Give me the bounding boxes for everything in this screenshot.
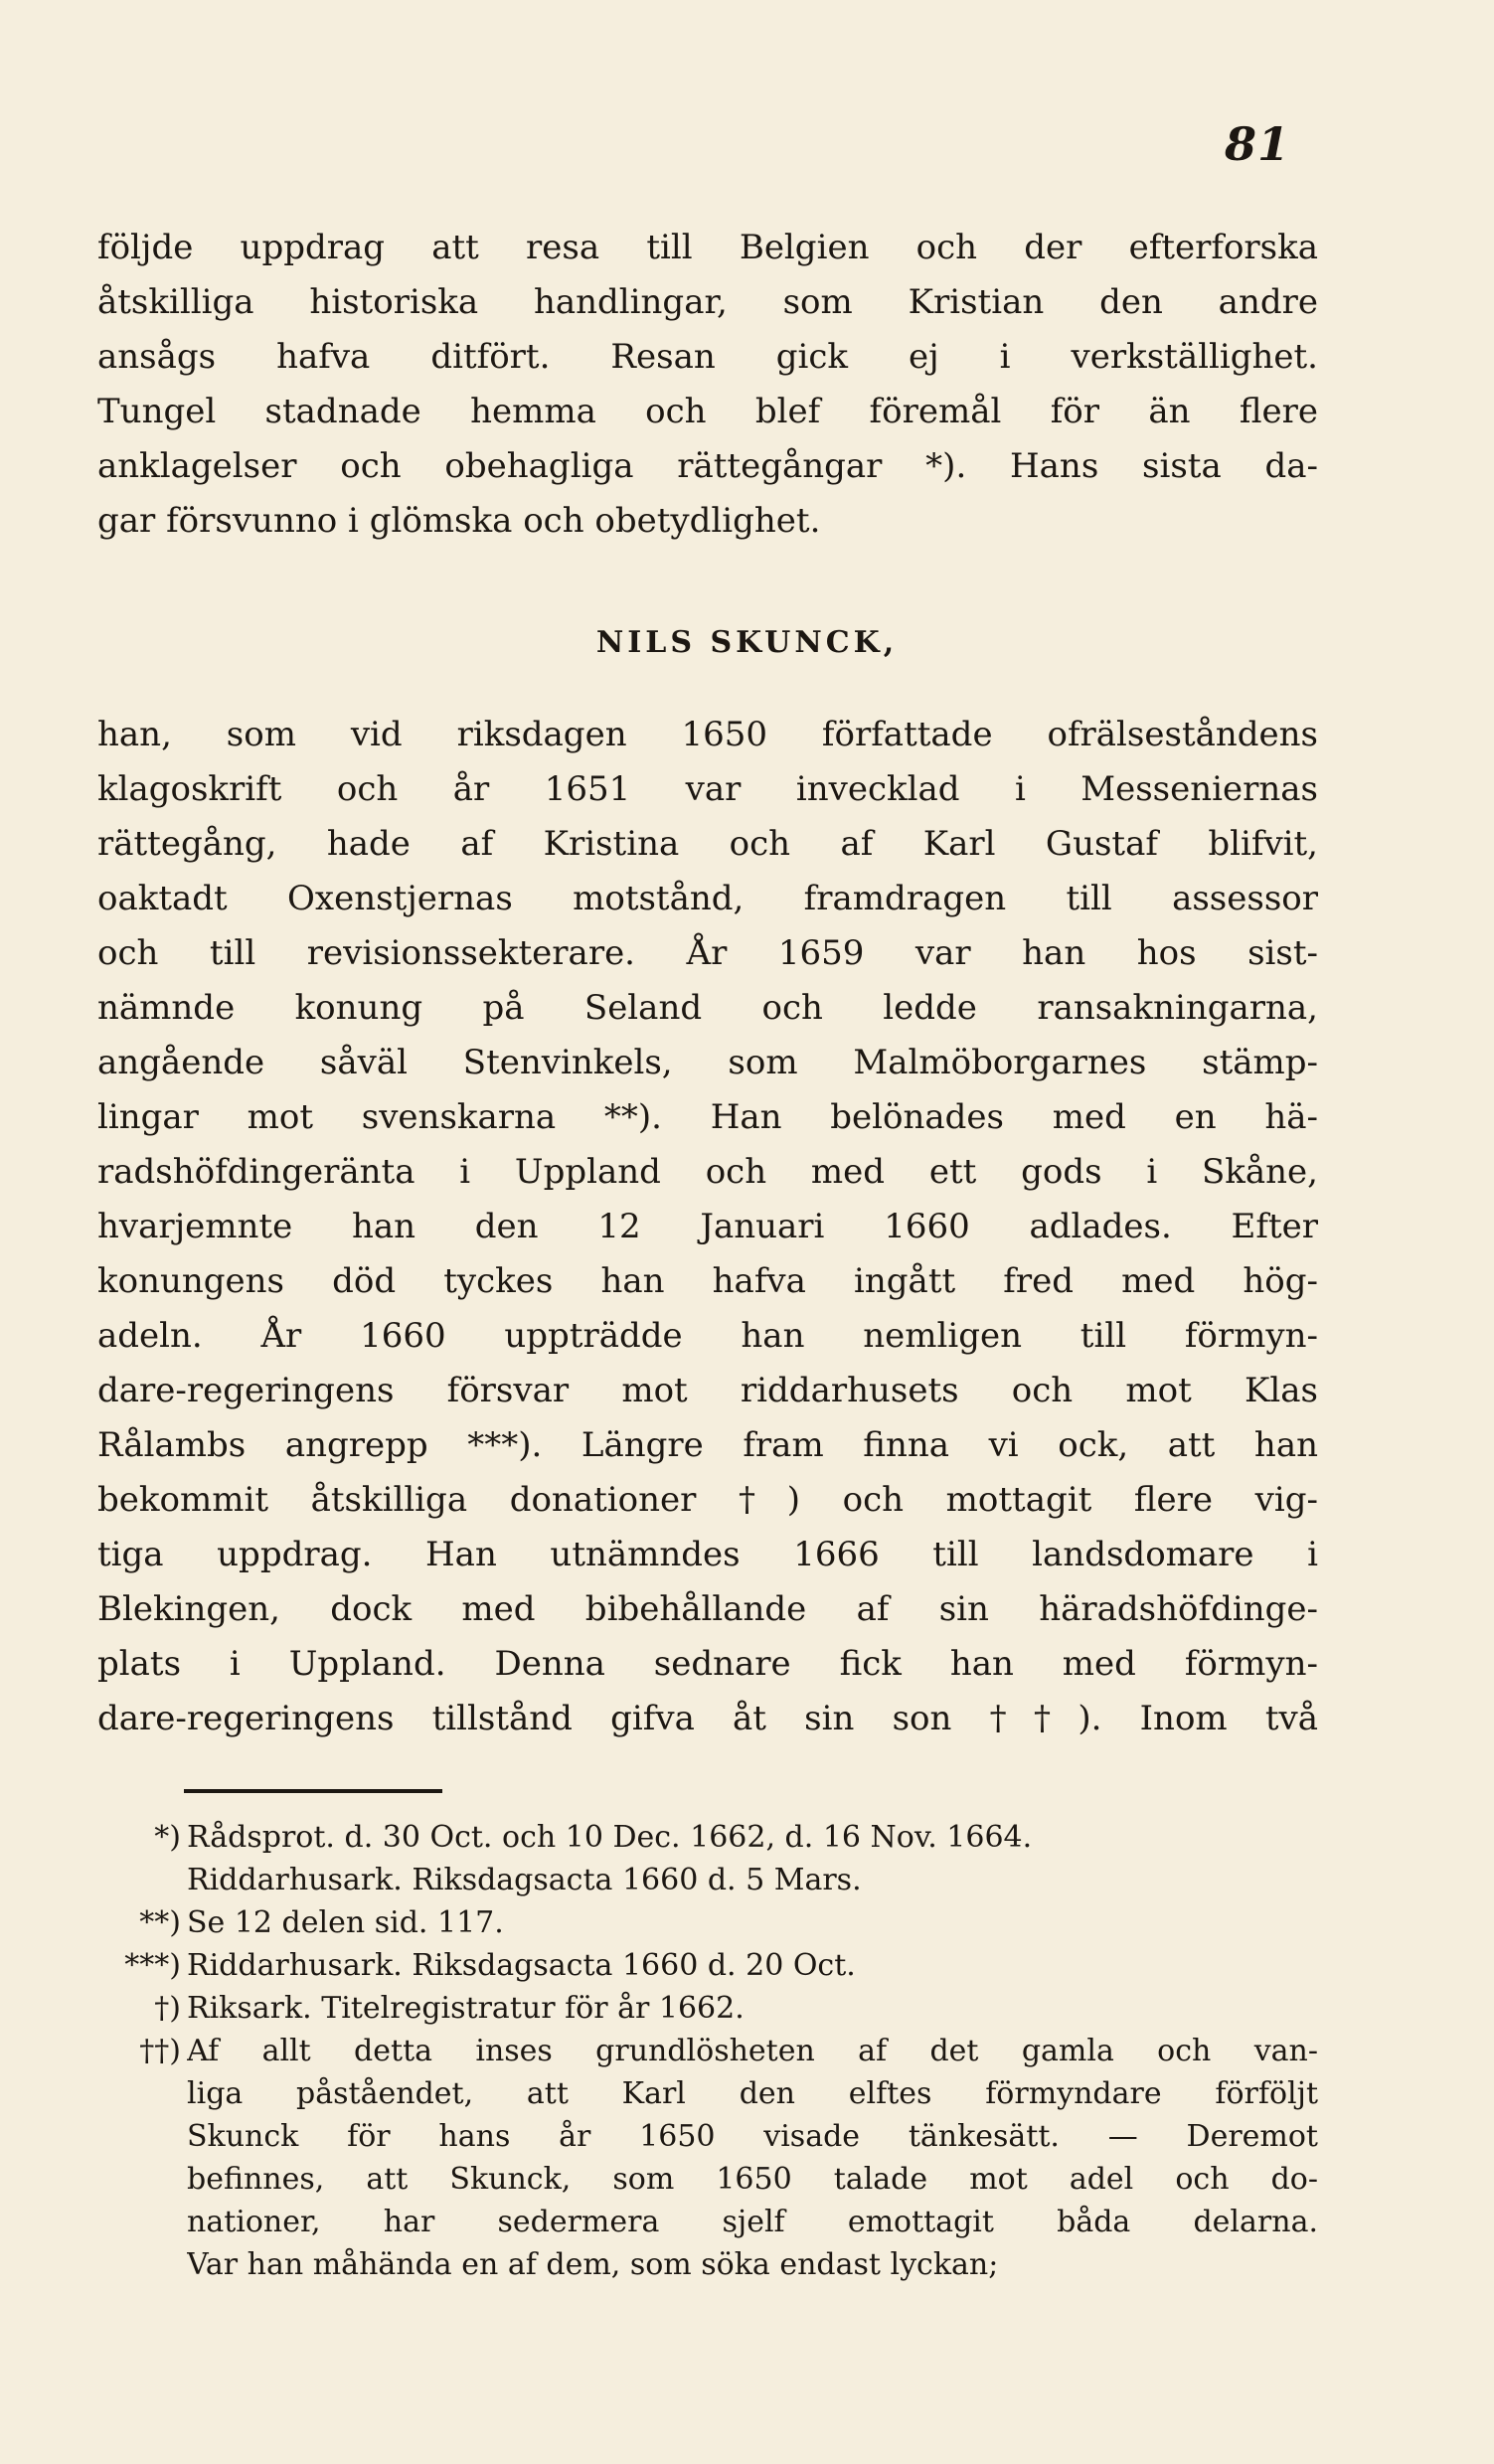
text-line: konungens död tyckes han hafva ingått fred med hög- [97,1261,1318,1301]
text-line: plats i Uppland. Denna sednare fick han med förmyn- [97,1644,1318,1684]
footnotes [95,1816,1318,2286]
text-line: rättegång, hade af Kristina och af Karl Gustaf blifvit, [97,824,1318,864]
footnote [95,1987,1318,2030]
text-line: adeln. År 1660 uppträdde han nemligen till förmyn- [97,1316,1318,1356]
text-line: angående såväl Stenvinkels, som Malmöborgarnes stämp- [97,1043,1318,1082]
text-line: Rålambs angrepp ***). Längre fram finna vi ock, att han [97,1425,1318,1465]
text-line: nämnde konung på Seland och ledde ransakningarna, [97,988,1318,1028]
text-line: bekommit åtskilliga donationer †) och mottagit flere vig- [97,1480,1318,1520]
text-line: åtskilliga historiska handlingar, som Kristian den andre [97,282,1318,322]
paragraph-1 [97,221,1318,549]
page-number: 81 [1224,117,1290,171]
footnote [95,2030,1318,2286]
footnote-line: Riksark. Titelregistratur för år 1662. [187,1991,745,2026]
text-line: gar försvunno i glömska och obetydlighet. [97,501,821,541]
footnote-marker: ††) [139,2034,181,2068]
footnote-line: Riddarhusark. Riksdagsacta 1660 d. 5 Mars. [187,1863,862,1897]
footnote-line: Af allt detta inses grundlösheten af det gamla och van- [187,2034,1318,2068]
footnote-divider [184,1789,442,1793]
footnote-line: liga påståendet, att Karl den elftes förmyndare förföljt [187,2076,1318,2111]
text-line: oaktadt Oxenstjernas motstånd, framdragen till assessor [97,879,1318,918]
footnote-marker: **) [139,1905,181,1940]
footnote [95,1944,1318,1987]
text-line: ansågs hafva ditfört. Resan gick ej i verkställighet. [97,337,1318,377]
footnote-marker: †) [154,1991,181,2026]
footnote-marker: *) [154,1820,181,1855]
text-line: följde uppdrag att resa till Belgien och der efterforska [97,228,1318,267]
footnote [95,1901,1318,1944]
text-line: tiga uppdrag. Han utnämndes 1666 till landsdomare i [97,1535,1318,1574]
paragraph-2 [97,708,1318,1746]
footnote-line: Skunck för hans år 1650 visade tänkesätt. — Deremot [187,2119,1318,2154]
footnote-line: Var han måhända en af dem, som söka endast lyckan; [187,2247,999,2282]
text-line: radshöfdingeränta i Uppland och med ett gods i Skåne, [97,1152,1318,1192]
footnote-line: Se 12 delen sid. 117. [187,1905,504,1940]
section-heading: NILS SKUNCK, [595,625,899,660]
text-line: Blekingen, dock med bibehållande af sin häradshöfdinge- [97,1589,1318,1629]
text-line: dare-regeringens försvar mot riddarhusets och mot Klas [97,1371,1318,1410]
footnote-marker: ***) [124,1948,181,1983]
text-line: anklagelser och obehagliga rättegångar *). Hans sista da- [97,446,1318,486]
footnote-line: Rådsprot. d. 30 Oct. och 10 Dec. 1662, d. 16 Nov. 1664. [187,1820,1033,1855]
text-line: han, som vid riksdagen 1650 författade ofrälseståndens [97,715,1318,754]
text-line: Tungel stadnade hemma och blef föremål för än flere [97,392,1318,431]
text-line: klagoskrift och år 1651 var invecklad i Messeniernas [97,769,1318,809]
footnote [95,1816,1318,1901]
text-line: och till revisionssekterare. År 1659 var han hos sist- [97,933,1318,973]
footnote-line: befinnes, att Skunck, som 1650 talade mot adel och do- [187,2162,1318,2197]
footnote-line: nationer, har sedermera sjelf emottagit båda delarna. [187,2205,1318,2239]
footnote-line: Riddarhusark. Riksdagsacta 1660 d. 20 Oct. [187,1948,856,1983]
text-line: lingar mot svenskarna **). Han belönades med en hä- [97,1097,1318,1137]
text-line: hvarjemnte han den 12 Januari 1660 adlades. Efter [97,1207,1318,1246]
text-line: dare-regeringens tillstånd gifva åt sin son ††). Inom två [97,1699,1318,1738]
